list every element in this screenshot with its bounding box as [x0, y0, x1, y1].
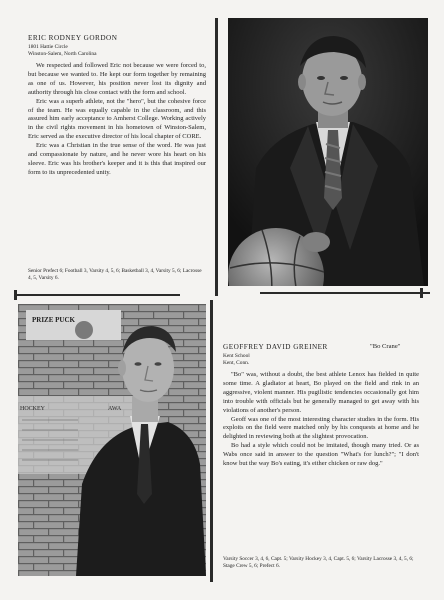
address-line-2: Kent, Conn. — [223, 359, 250, 366]
bio-paragraph: "Bo" was, without a doubt, the best athlete Lenox has fielded in quite some time. A gladiator at heart, Bo played on the field and rink in an aggressive, violent manner. His pugilistic tendencies occasionally got him into trouble with officials but he generally managed to get away with his violations of another's person. — [223, 371, 419, 414]
board-text-right: AWA — [108, 406, 122, 412]
photo-eric-gordon — [228, 18, 428, 286]
bio-paragraph: Bo had a style which could not be imitated, though many tried. Or as Wabs once said in answer to the question "What's for lunch?"; "I don't know but the way Bo's eating, it's either chicken or raw dog." — [223, 442, 419, 468]
frame-rule-stub — [420, 288, 423, 298]
nickname-greiner: "Bo Crane" — [370, 343, 401, 350]
address-line-1: Kent School — [223, 353, 250, 359]
board-text-left: HOCKEY — [20, 406, 45, 412]
student-name-gordon: ERIC RODNEY GORDON — [28, 34, 118, 42]
student-name-greiner: GEOFFREY DAVID GREINER — [223, 343, 328, 351]
bio-gordon — [28, 62, 206, 178]
address-line-1: 1801 Hattie Circle — [28, 44, 68, 50]
activities-gordon: Senior Prefect 6; Football 3, Varsity 4, 5, 6; Basketball 3, 4, Varsity 5, 6; Lacrosse 4, 5, Varsity 6. — [28, 268, 202, 281]
bio-paragraph: Eric was a superb athlete, not the "hero", but the cohesive force of the team. He was equally capable in the classroom, and this assured him early acceptance to Amherst College. Working actively in the civil rights movement in his hometown of Winston-Salem, Eric served as the executive director of his local chapter of CORE. — [28, 97, 206, 141]
activities-greiner: Varsity Soccer 3, 4, 6, Capt. 5; Varsity Hockey 3, 4, Capt. 5, 6; Varsity Lacrosse 3, 4, 5, 6; Stage Crew 5, 6; Prefect 6. — [223, 556, 414, 569]
frame-rule-right — [210, 300, 213, 582]
frame-rule-stub — [14, 290, 17, 300]
bio-greiner — [223, 371, 419, 469]
bio-paragraph: We respected and followed Eric not because we were forced to, but because we wanted to. He kept our form together by remaining as one of us. However, his position never lost its dignity and authority through his close contact with the form and school. — [28, 62, 206, 96]
frame-rule-left — [215, 18, 218, 296]
plaque-text: PRIZE PUCK — [32, 316, 75, 324]
bio-paragraph: Eric was a Christian in the true sense of the word. He was just and compassionate by nature, and he never wore his heart on his sleeve. Eric was his brother's keeper and it is this that inspired our form to its unprecedented unity. — [28, 142, 206, 176]
bio-paragraph: Geoff was one of the most interesting character studies in the form. His exploits on the field were matched only by his conquests at home and he delighted in reviewing both at the slightest provocation. — [223, 415, 419, 441]
address-gordon — [28, 44, 97, 57]
address-line-2: Winston-Salem, North Carolina — [28, 50, 97, 57]
frame-rule-bottom — [260, 292, 430, 294]
photo-geoffrey-greiner — [18, 304, 206, 576]
address-greiner — [223, 353, 250, 366]
frame-rule-top — [14, 294, 180, 296]
